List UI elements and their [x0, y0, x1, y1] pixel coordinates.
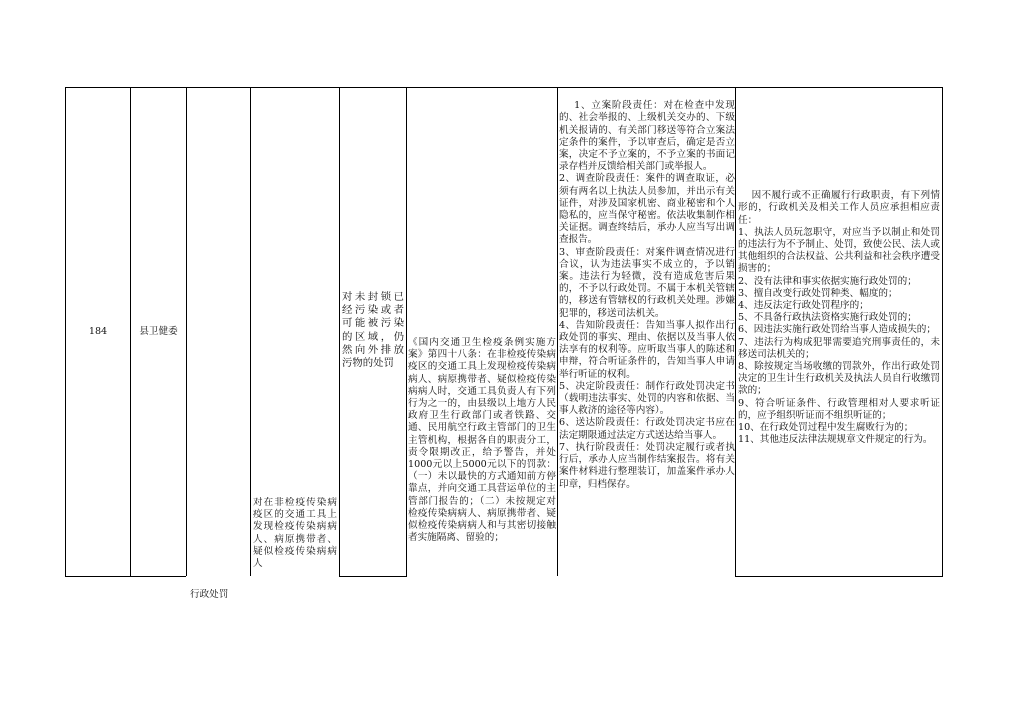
- col-border-8: [735, 87, 736, 576]
- item-name-cell: 对在非检疫传染病疫区的交通工具上发现检疫传染病病人、病原携带者、疑似检疫传染病病人: [253, 497, 337, 570]
- page-cutoff-mask-3: [557, 577, 737, 715]
- responsibility-text: 1、立案阶段责任：对在检查中发现的、社会举报的、上级机关交办的、下级机关报请的、有关部门移送等符合立案法定条件的案件，予以审查后，确定是否立案，决定不予立案的，不予立案的书面记录存档并反馈给相关部门或举报人。 2、调查阶段责任：案件的调查取证，必须有两名以上执法人员参加，并出示有关证件，对涉及国家机密、商业秘密和个人隐私的，应当保守秘密。依法收集制作相关证据。调查终结后，承办人应当写出调查报告。 3、审查阶段责任：对案件调查情况进行合议，认为违法事实不成立的，予以销案。违法行为轻微，没有造成危害后果的，不予以行政处罚。不属于本机关管辖的，移送有管辖权的行政机关处理。涉嫌犯罪的，移送司法机关。 4、告知阶段责任：告知当事人拟作出行政处罚的事实、理由、依据以及当事人依法享有的权利等。应听取当事人的陈述和申辩，符合听证条件的，告知当事人申请举行听证的权利。 5、决定阶段责任：制作行政处罚决定书（载明违法事实、处罚的内容和依据、当事人救济的途径等内容）。 6、送达阶段责任：行政处罚决定书应在法定期限通过法定方式送达给当事人。 7、执行阶段责任：处罚决定履行或者执行后，承办人应当制作结案报告。将有关案件材料进行整理装订，加盖案件承办人印章，归档保存。: [559, 100, 735, 490]
- category-cell: 行政处罚: [190, 589, 229, 600]
- col-border-6: [406, 87, 407, 576]
- department-cell: 县卫健委: [139, 325, 178, 337]
- sub-item-bottom-border: [339, 576, 407, 577]
- page-cutoff-mask: [406, 583, 558, 715]
- col-border-9: [942, 87, 943, 576]
- accountability-text: 因不履行或不正确履行行政职责，有下列情形的，行政机关及相关工作人员应承担相应责任： 1、执法人员玩忽职守，对应当予以制止和处罚的违法行为不予制止、处罚，致使公民、法人或其他组织的合法权益、公共利益和社会秩序遭受损害的； 2、没有法律和事实依据实施行政处罚的； 3、擅自改变行政处罚种类、幅度的； 4、违反法定行政处罚程序的； 5、不具备行政执法资格实施行政处罚的； 6、因违法实施行政处罚给当事人造成损失的； 7、违法行为构成犯罪需要追究刑事责任的，未移送司法机关的； 8、除按规定当场收缴的罚款外，作出行政处罚决定的卫生计生行政机关及执法人员自行收缴罚款的； 9、符合听证条件、行政管理相对人要求听证的，应予组织听证而不组织听证的； 10、在行政处罚过程中发生腐败行为的； 11、其他违反法律法规规章文件规定的行为。: [738, 190, 940, 446]
- row-bottom-border: [65, 576, 186, 577]
- col-border-5: [339, 87, 340, 576]
- legal-basis-cell: 《国内交通卫生检疫条例实施方案》第四十八条：在非检疫传染病疫区的交通工具上发现检疫传染病病人、病原携带者、疑似检疫传染病病人时，交通工具负责人有下列行为之一的，由县级以上地方人民政府卫生行政部门或者铁路、交通、民用航空行政主管部门的卫生主管机构，根据各自的职责分工，责令限期改正，给予警告，并处1000元以上5000元以下的罚款：（一）未以最快的方式通知前方停靠点，并向交通工具营运单位的主管部门报告的；（二）未按规定对检疫传染病病人、病原携带者、疑似检疫传染病病人和与其密切接触者实施隔离、留验的；: [408, 337, 556, 544]
- accountability-cell: [738, 178, 940, 478]
- col-border-3: [186, 87, 187, 576]
- col-border-7: [557, 87, 558, 576]
- row-top-border: [65, 87, 943, 88]
- sub-item-cell: 对未封锁已经污染或者可能被污染的区域，仍然向外排放污物的处罚: [342, 291, 404, 370]
- resp-bottom-border: [735, 576, 943, 577]
- col-border-4: [250, 87, 251, 576]
- page-cutoff-mask-2: [250, 577, 340, 715]
- responsibility-cell: [559, 88, 735, 577]
- row-number: 184: [88, 325, 108, 337]
